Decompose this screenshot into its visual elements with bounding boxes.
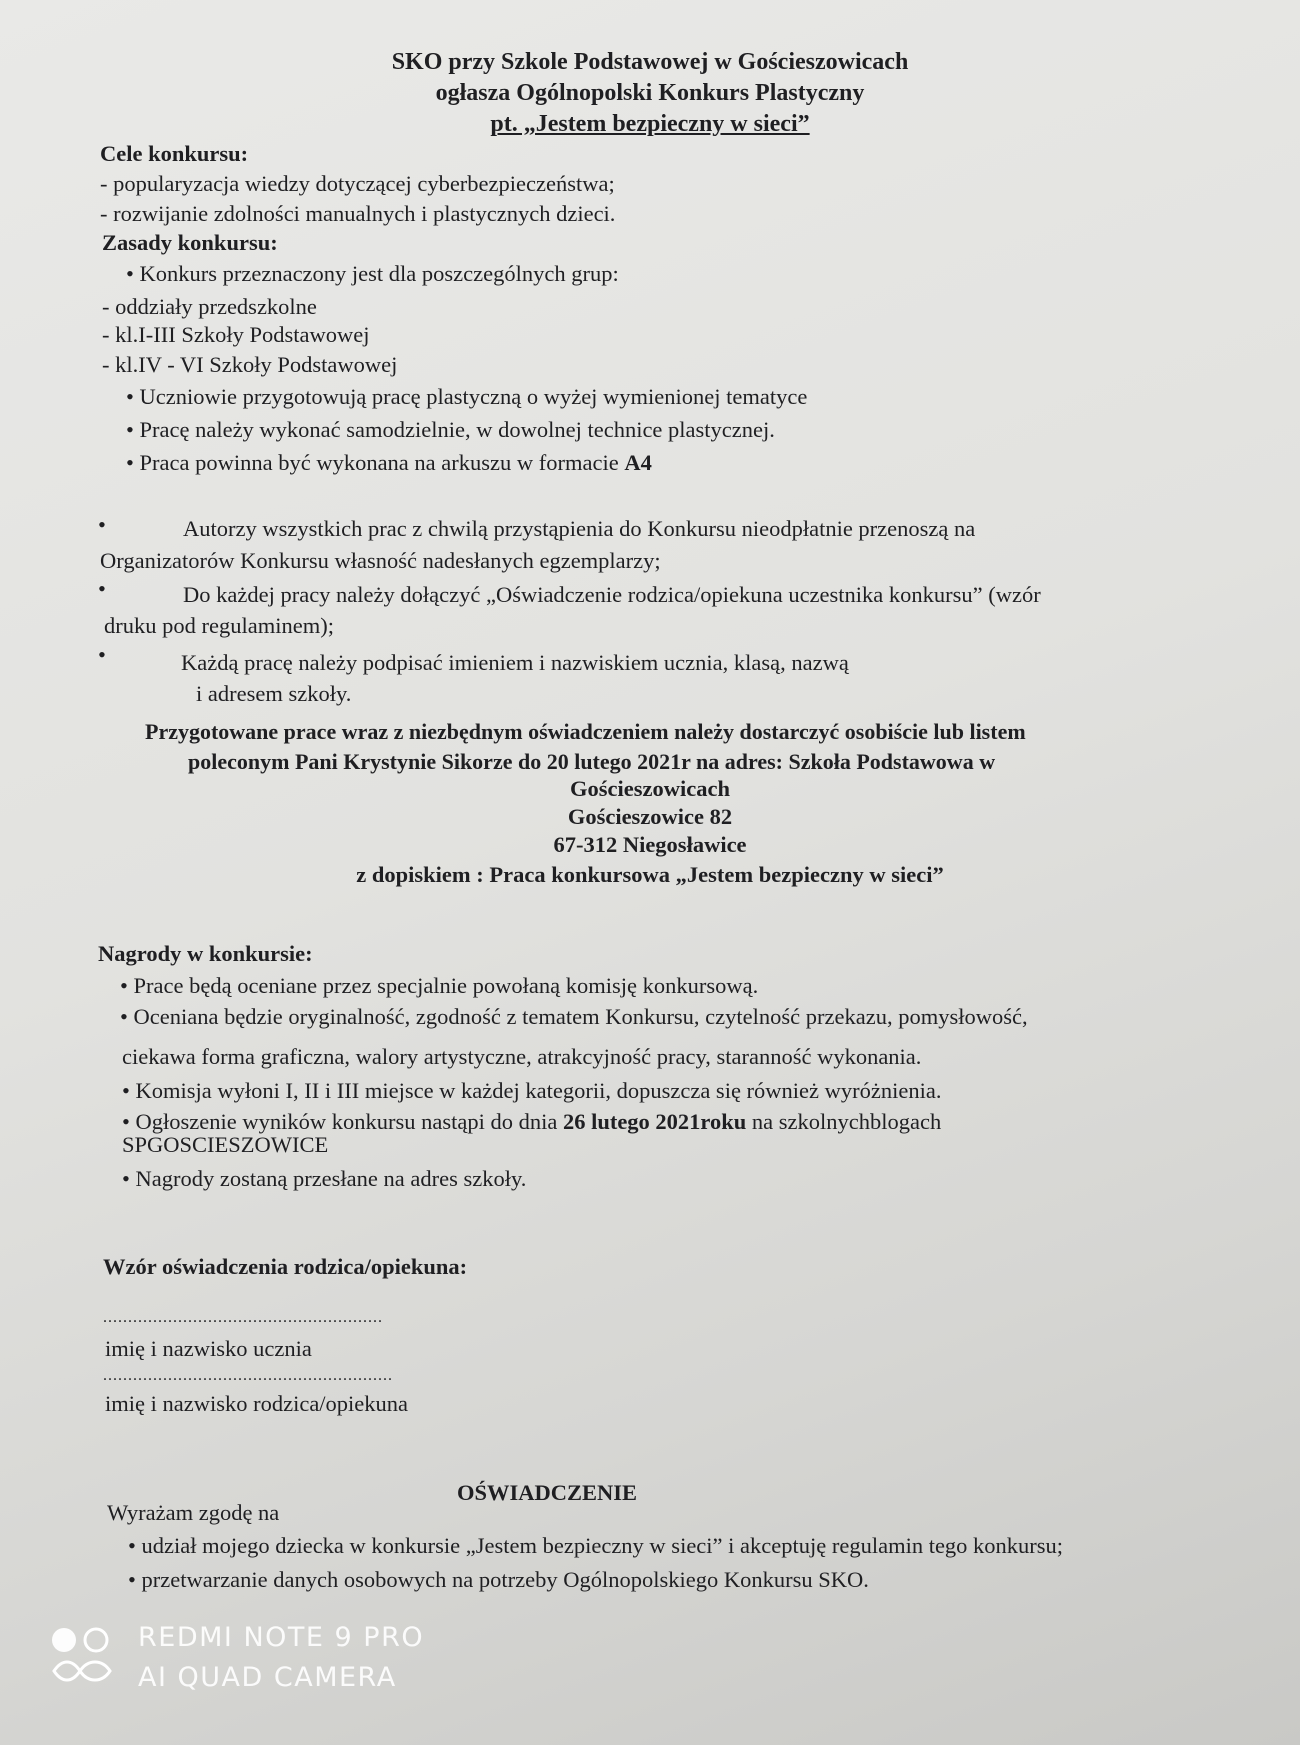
title-line-1: SKO przy Szkole Podstawowej w Gościeszowicach (391, 49, 909, 75)
prize-item-text: na szkolnychblogach (746, 1109, 942, 1134)
rule-wide-bullet-line: Do każdej pracy należy dołączyć „Oświadczenie rodzica/opiekuna uczestnika konkursu” (wzór (183, 582, 1041, 607)
rule-bullet-text: • Praca powinna być wykonana na arkuszu w formacie (126, 450, 625, 475)
prize-item-text: • Ogłoszenie wyników konkursu nastąpi do dnia (122, 1109, 563, 1134)
bullet-icon: • (98, 512, 106, 537)
declaration-title: OŚWIADCZENIE (457, 1480, 638, 1505)
title-line-2: ogłasza Ogólnopolski Konkurs Plastyczny (435, 80, 865, 106)
rule-bullet: • Uczniowie przygotowują pracę plastyczną o wyżej wymienionej tematyce (126, 384, 808, 409)
goal-item: - rozwijanie zdolności manualnych i plastycznych dzieci. (100, 201, 616, 226)
title-line-3: pt. „Jestem bezpieczny w sieci” (490, 111, 810, 137)
consent-item: • udział mojego dziecka w konkursie „Jestem bezpieczny w sieci” i akceptuję regulamin tego konkursu; (128, 1533, 1064, 1558)
bullet-icon: • (98, 576, 106, 601)
prize-item (122, 1111, 941, 1134)
results-date: 26 lutego 2021roku (562, 1109, 747, 1134)
group-item: - oddziały przedszkolne (102, 294, 317, 319)
prize-item: • Prace będą oceniane przez specjalnie powołaną komisję konkursową. (120, 973, 759, 998)
delivery-line: Gościeszowice 82 (567, 804, 733, 829)
blog-name: SPGOSCIESZOWICE (122, 1132, 329, 1157)
camera-lens-logo-icon (50, 1625, 114, 1689)
watermark-line: AI QUAD CAMERA (138, 1662, 397, 1693)
goal-item: - popularyzacja wiedzy dotyczącej cyberbezpieczeństwa; (100, 171, 615, 196)
group-item: - kl.I-III Szkoły Podstawowej (102, 322, 370, 347)
rule-wide-bullet-line: druku pod regulaminem); (104, 613, 334, 638)
student-name-label: imię i nazwisko ucznia (105, 1336, 312, 1361)
watermark-line: REDMI NOTE 9 PRO (138, 1622, 425, 1653)
delivery-line: Przygotowane prace wraz z niezbędnym oświadczeniem należy dostarczyć osobiście lub listem (145, 719, 1026, 744)
delivery-line: poleconym Pani Krystynie Sikorze do 20 lutego 2021r na adres: Szkoła Podstawowa w (188, 749, 996, 774)
rule-wide-bullet-line: Każdą pracę należy podpisać imieniem i nazwiskiem ucznia, klasą, nazwą (181, 650, 849, 675)
form-heading: Wzór oświadczenia rodzica/opiekuna: (103, 1254, 468, 1279)
prize-item: ciekawa forma graficzna, walory artystyczne, atrakcyjność pracy, staranność wykonania. (122, 1044, 922, 1069)
format-value: A4 (624, 450, 652, 475)
delivery-line: z dopiskiem : Praca konkursowa „Jestem bezpieczny w sieci” (356, 862, 944, 887)
rules-heading: Zasady konkursu: (102, 230, 278, 255)
signature-line: ........................................................ (103, 1309, 383, 1326)
rules-intro: • Konkurs przeznaczony jest dla poszczególnych grup: (126, 261, 619, 286)
prize-item: • Komisja wyłoni I, II i III miejsce w każdej kategorii, dopuszcza się również wyróżnienia. (122, 1078, 942, 1103)
prize-item: • Nagrody zostaną przesłane na adres szkoły. (122, 1166, 527, 1191)
delivery-line: 67-312 Niegosławice (553, 832, 747, 857)
parent-name-label: imię i nazwisko rodzica/opiekuna (105, 1391, 409, 1416)
group-item: - kl.IV - VI Szkoły Podstawowej (102, 352, 398, 377)
rule-wide-bullet-line: i adresem szkoły. (196, 681, 352, 706)
consent-intro: Wyrażam zgodę na (107, 1500, 280, 1525)
delivery-line: Gościeszowicach (570, 776, 730, 801)
consent-item: • przetwarzanie danych osobowych na potrzeby Ogólnopolskiego Konkursu SKO. (128, 1567, 869, 1592)
rule-bullet: • Pracę należy wykonać samodzielnie, w dowolnej technice plastycznej. (126, 417, 775, 442)
rule-wide-bullet-line: Autorzy wszystkich prac z chwilą przystąpienia do Konkursu nieodpłatnie przenoszą na (183, 516, 976, 541)
prize-item: • Oceniana będzie oryginalność, zgodność z tematem Konkursu, czytelność przekazu, pomysłowość, (120, 1004, 1028, 1029)
rule-wide-bullet-line: Organizatorów Konkursu własność nadesłanych egzemplarzy; (100, 548, 661, 573)
goals-heading: Cele konkursu: (100, 141, 249, 166)
bullet-icon: • (98, 642, 106, 667)
prizes-heading: Nagrody w konkursie: (98, 941, 313, 966)
signature-line: .......................................................... (103, 1367, 393, 1384)
rule-bullet (126, 452, 652, 475)
